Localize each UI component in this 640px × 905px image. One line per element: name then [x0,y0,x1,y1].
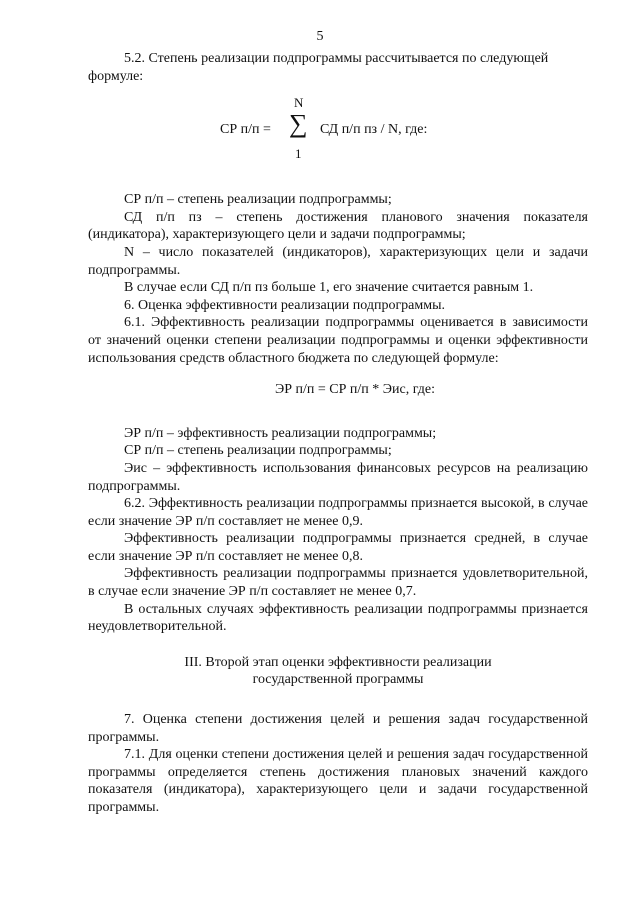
section-7: 7. Оценка степени достижения целей и решения задач государственной программы. [88,712,588,745]
sum-sigma-icon: ∑ [289,109,308,139]
rule-unsatisfactory: В остальных случаях эффективность реализации подпрограммы признается неудовлетворительной. [88,601,588,635]
definition-eis: Эис – эффективность использования финансовых ресурсов на реализацию подпрограммы. [88,460,588,494]
chapter-heading-line2: государственной программы [252,672,424,688]
section-5-2-intro-line2: формуле: [88,68,144,84]
section-5-2-intro-line1: 5.2. Степень реализации подпрограммы рассчитывается по следующей [124,51,549,66]
formula-er: ЭР п/п = СР п/п * Эис, где: [274,382,435,398]
definition-sr: СР п/п – степень реализации подпрограммы; [124,192,392,208]
formula-sr-sum-lower: 1 [295,146,302,162]
definition-sd: СД п/п пз – степень достижения планового значения показателя (индикатора), характеризующего цели и задачи подпрограммы; [88,209,588,243]
document-body [88,50,588,817]
definition-sr-2: СР п/п – степень реализации подпрограммы; [124,443,392,459]
rule-medium: Эффективность реализации подпрограммы признается средней, в случае если значение ЭР п/п составляет не менее 0,8. [88,531,588,564]
chapter-heading [88,654,588,689]
formula-sr-lhs: СР п/п = [220,122,271,138]
section-6-title: 6. Оценка эффективности реализации подпрограммы. [124,297,446,313]
rule-cap-value: В случае если СД п/п пз больше 1, его значение считается равным 1. [124,280,534,296]
chapter-heading-line1: III. Второй этап оценки эффективности реализации [184,654,492,670]
formula-sr-sum-upper: N [294,95,304,111]
section-5-2-intro [88,50,588,85]
rule-satisfactory: Эффективность реализации подпрограммы признается удовлетворительной, в случае если значение ЭР п/п составляет не менее 0,7. [88,566,588,600]
section-6-2: 6.2. Эффективность реализации подпрограммы признается высокой, в случае если значение ЭР п/п составляет не менее 0,9. [88,496,588,529]
definition-er: ЭР п/п – эффективность реализации подпрограммы; [124,425,437,441]
formula-sr-rhs: СД п/п пз / N, где: [320,122,428,138]
definition-n: N – число показателей (индикаторов), характеризующих цели и задачи подпрограммы. [88,244,588,278]
page-number: 5 [316,29,324,44]
section-6-1: 6.1. Эффективность реализации подпрограммы оценивается в зависимости от значений оценки степени реализации подпрограммы и оценки эффективности использования средств областного бюджета по следующей формуле: [88,315,588,366]
section-7-1: 7.1. Для оценки степени достижения целей и решения задач государственной программы определяется степень достижения плановых значений каждого показателя (индикатора), характеризующего цели и задачи государственной программы. [88,747,588,815]
formula-sr [88,91,588,173]
